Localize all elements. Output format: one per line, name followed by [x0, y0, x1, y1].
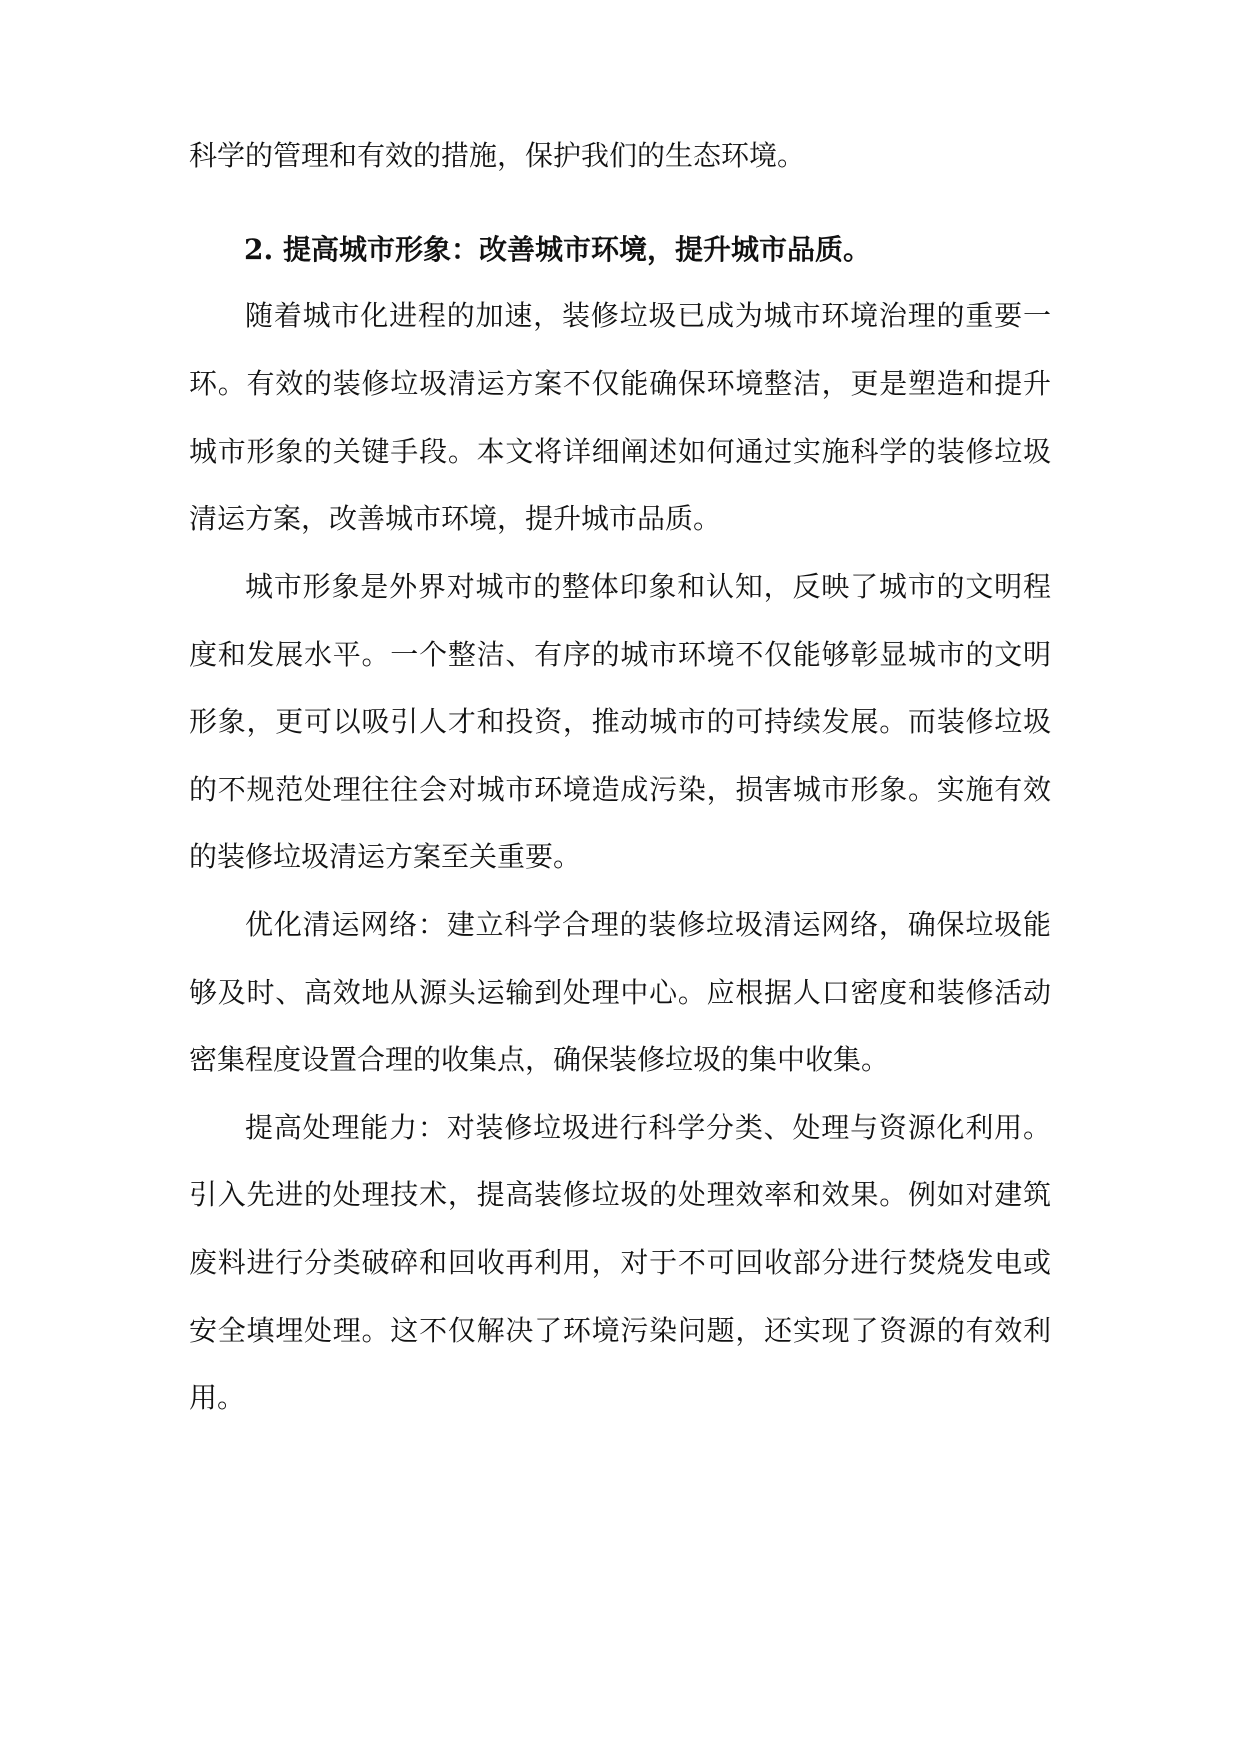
paragraph-line: 的装修垃圾清运方案至关重要。: [189, 840, 582, 873]
paragraph-line: 环。有效的装修垃圾清运方案不仅能确保环境整洁，更是塑造和提升: [189, 367, 1051, 400]
paragraph-line: 优化清运网络：建立科学合理的装修垃圾清运网络，确保垃圾能: [245, 908, 1051, 941]
paragraph-line: 随着城市化进程的加速，装修垃圾已成为城市环境治理的重要一: [245, 299, 1051, 332]
intro-line: 科学的管理和有效的措施，保护我们的生态环境。: [189, 139, 806, 172]
paragraph-line: 安全填埋处理。这不仅解决了环境污染问题，还实现了资源的有效利: [189, 1314, 1051, 1347]
paragraph-line: 废料进行分类破碎和回收再利用，对于不可回收部分进行焚烧发电或: [189, 1246, 1051, 1279]
paragraph-line: 用。: [189, 1381, 246, 1414]
paragraph-line: 提高处理能力：对装修垃圾进行科学分类、处理与资源化利用。: [245, 1111, 1051, 1144]
paragraph-line: 城市形象是外界对城市的整体印象和认知，反映了城市的文明程: [245, 570, 1051, 603]
paragraph-line: 形象，更可以吸引人才和投资，推动城市的可持续发展。而装修垃圾: [189, 705, 1051, 738]
paragraph-line: 够及时、高效地从源头运输到处理中心。应根据人口密度和装修活动: [189, 976, 1051, 1009]
paragraph-line: 清运方案，改善城市环境，提升城市品质。: [189, 502, 722, 535]
section-heading: 2. 提高城市形象：改善城市环境，提升城市品质。: [244, 233, 871, 266]
paragraph-line: 密集程度设置合理的收集点，确保装修垃圾的集中收集。: [189, 1043, 890, 1076]
paragraph-line: 度和发展水平。一个整洁、有序的城市环境不仅能够彰显城市的文明: [189, 638, 1051, 671]
paragraph-line: 的不规范处理往往会对城市环境造成污染，损害城市形象。实施有效: [189, 773, 1051, 806]
paragraph-line: 城市形象的关键手段。本文将详细阐述如何通过实施科学的装修垃圾: [189, 435, 1051, 468]
paragraph-line: 引入先进的处理技术，提高装修垃圾的处理效率和效果。例如对建筑: [189, 1178, 1051, 1211]
